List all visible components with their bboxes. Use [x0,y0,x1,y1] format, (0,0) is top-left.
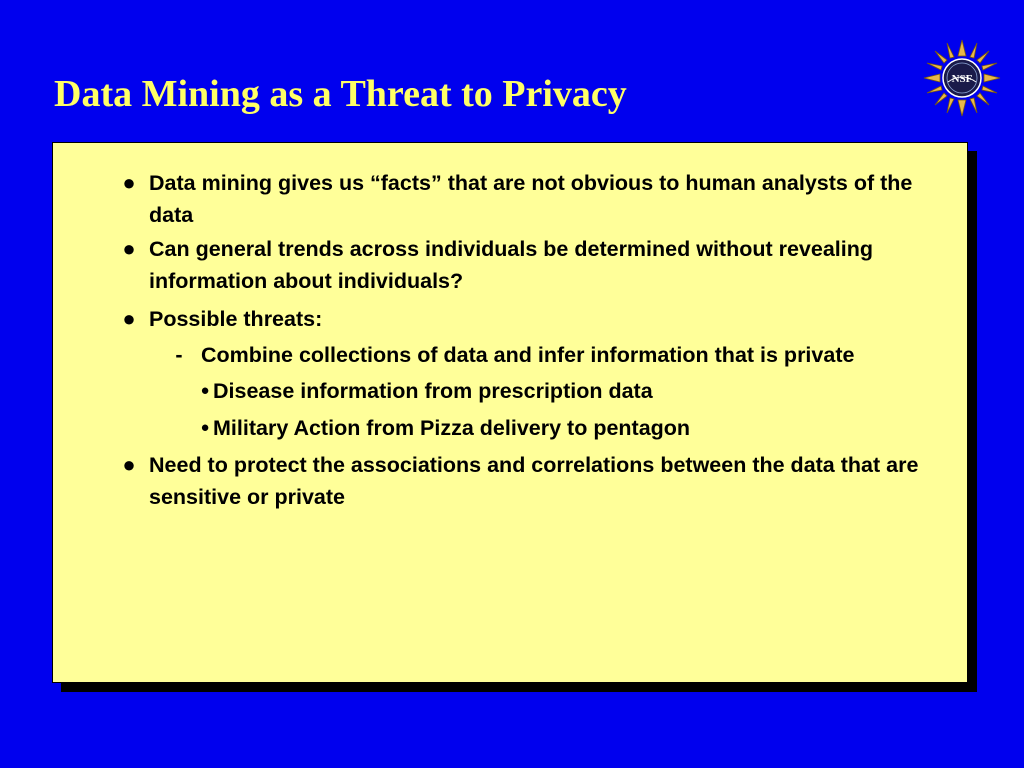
dash-marker: - [175,343,183,367]
bullet-text: Military Action from Pizza delivery to pentagon [213,416,691,440]
sub-sub-bullet-item [193,412,953,444]
bullet-marker: ● [122,306,136,331]
bullet-text: Data mining gives us “facts” that are not obvious to human analysts of the data [149,171,913,227]
bullet-marker: ● [122,236,136,261]
bullet-marker: ● [122,170,136,195]
bullet-marker: ● [200,382,210,399]
bullet-item [117,449,957,513]
bullet-item [117,167,957,231]
bullet-text: Need to protect the associations and correlations between the data that are sensitive or private [149,453,919,509]
slide-title: Data Mining as a Threat to Privacy [54,73,627,115]
bullet-marker: ● [122,452,136,477]
content-box [52,142,968,683]
bullet-marker: ● [200,419,210,436]
bullet-item [117,233,957,297]
bullet-text: Combine collections of data and infer information that is private [201,343,855,367]
bullet-text: Can general trends across individuals be determined without revealing information about individuals? [149,237,874,293]
bullet-text: Possible threats: [149,307,323,331]
logo-text: NSF [951,73,973,85]
sub-bullet-item [167,339,967,371]
nsf-logo-icon [922,38,1002,118]
bullet-item [117,303,957,335]
sub-sub-bullet-item [193,375,953,407]
bullet-text: Disease information from prescription data [213,379,653,403]
